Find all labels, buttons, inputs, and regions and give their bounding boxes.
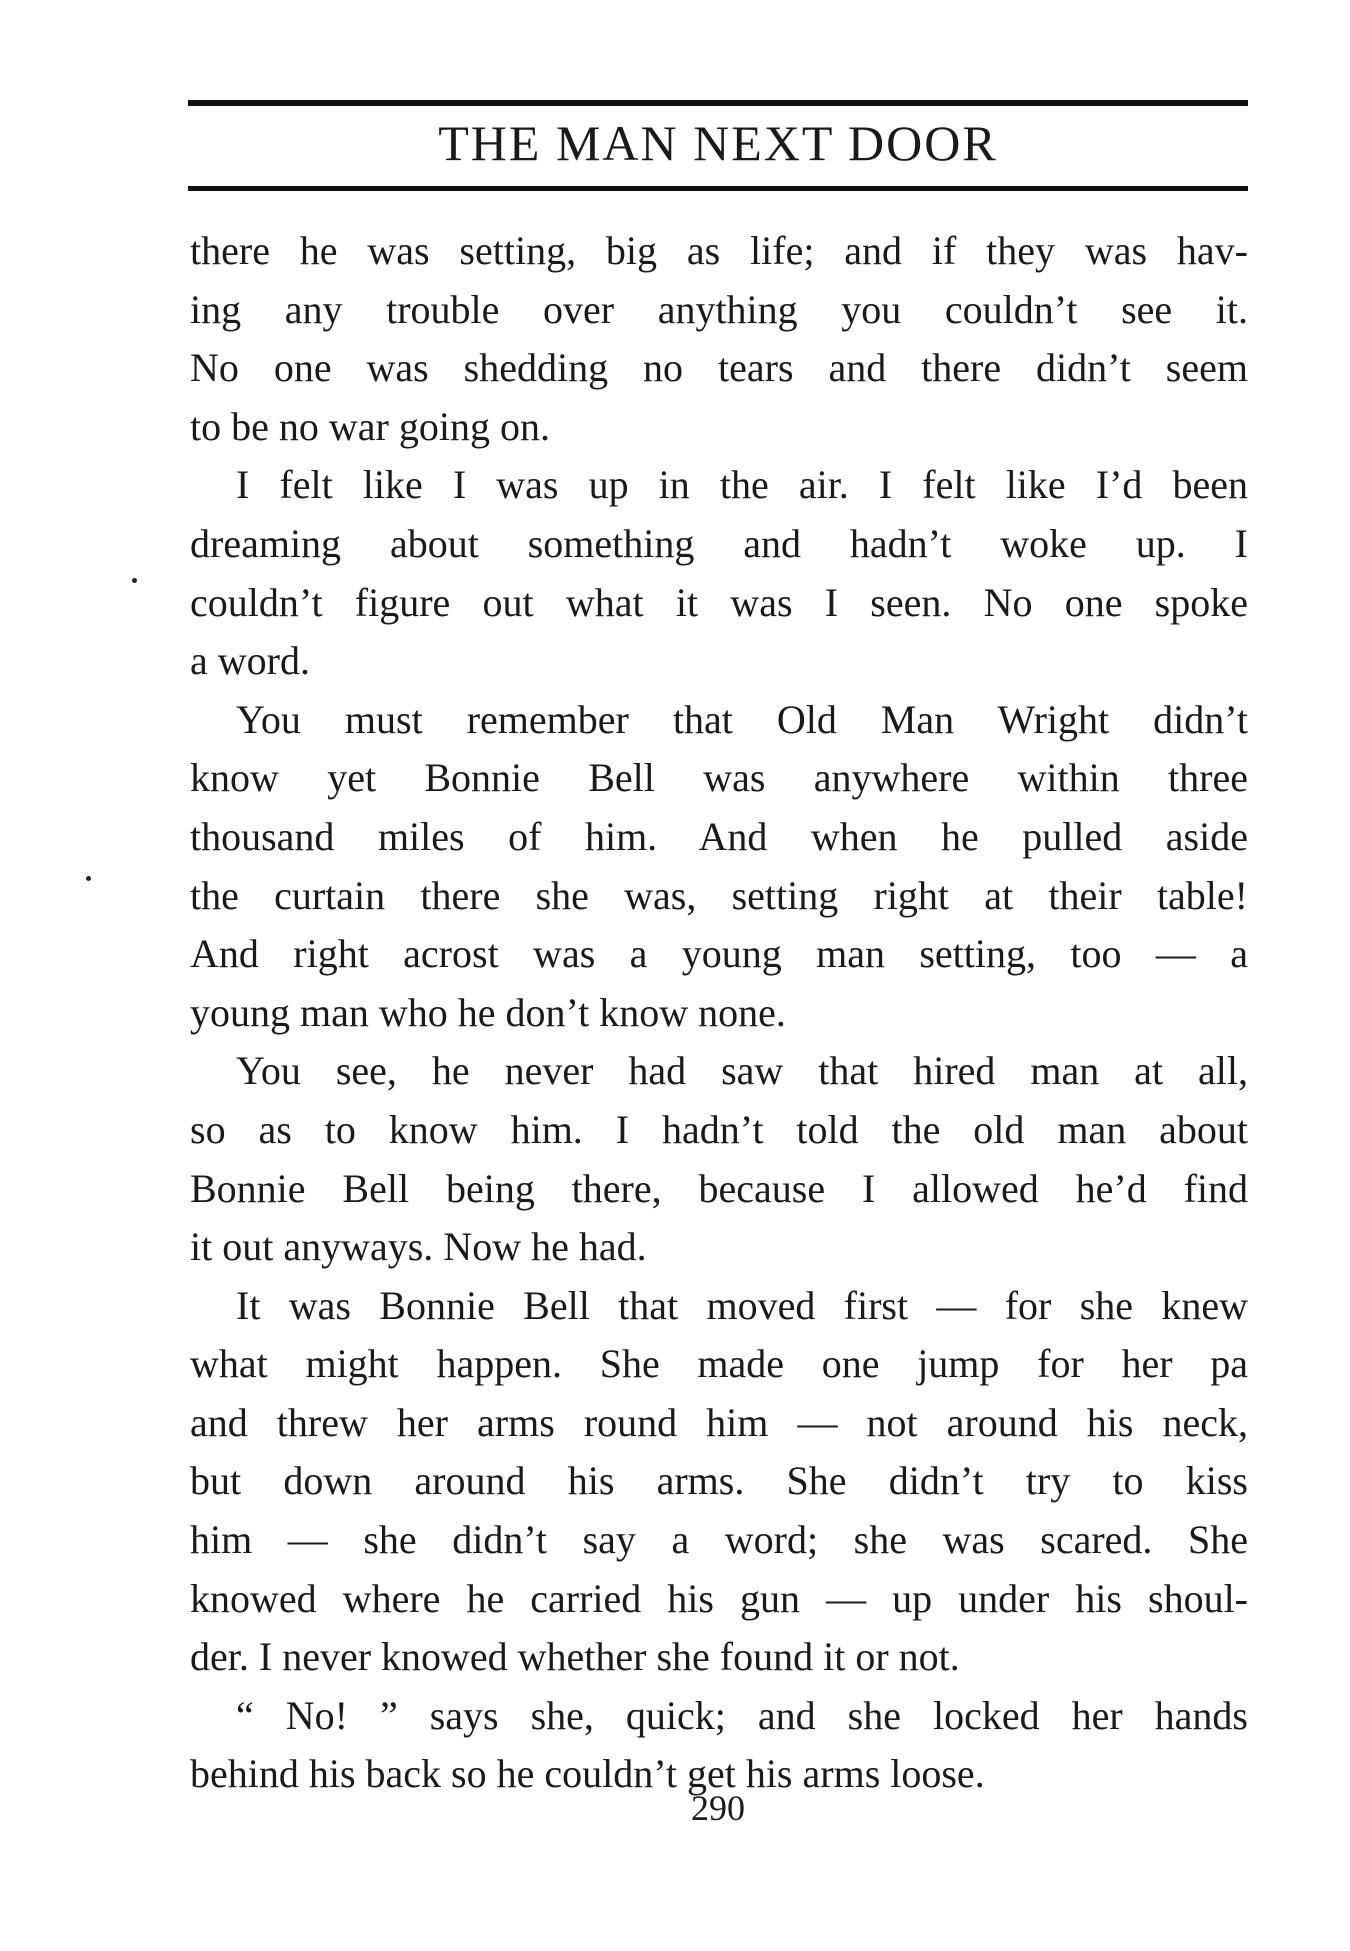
text-line: No one was shedding no tears and there didn’t seem [190, 345, 1248, 391]
text-line: You must remember that Old Man Wright didn’t [236, 696, 1248, 742]
paragraph [190, 691, 1248, 1043]
header-rule-bottom [188, 186, 1248, 191]
text-line: what might happen. She made one jump for her pa [190, 1341, 1248, 1387]
header-rule-top [188, 100, 1248, 106]
text-line: so as to know him. I hadn’t told the old man about [190, 1106, 1248, 1152]
paragraph [190, 1687, 1248, 1804]
paragraph [190, 1042, 1248, 1276]
text-line: And right acrost was a young man setting, too — a [190, 931, 1248, 977]
text-line: him — she didn’t say a word; she was scared. She [190, 1517, 1248, 1563]
text-line: young man who he don’t know none. [190, 989, 786, 1035]
paragraph [190, 456, 1248, 690]
text-line: thousand miles of him. And when he pulled aside [190, 813, 1248, 859]
text-line: der. I never knowed whether she found it or not. [190, 1634, 960, 1680]
paragraph [190, 1277, 1248, 1687]
paragraph [190, 222, 1248, 456]
text-line: “ No! ” says she, quick; and she locked her hands [236, 1692, 1248, 1738]
body-text [190, 222, 1248, 1804]
text-line: a word. [190, 638, 310, 684]
text-line: there he was setting, big as life; and if they was hav- [190, 228, 1248, 273]
text-line: It was Bonnie Bell that moved first — for she knew [236, 1282, 1248, 1328]
text-line: and threw her arms round him — not around his neck, [190, 1399, 1248, 1445]
text-line: to be no war going on. [190, 403, 550, 449]
print-speck [132, 578, 137, 583]
running-head: THE MAN NEXT DOOR [438, 115, 998, 171]
text-line: the curtain there she was, setting right at their table! [190, 872, 1248, 918]
page-number: 290 [691, 1788, 745, 1828]
text-line: behind his back so he couldn’t get his arms loose. [190, 1751, 985, 1797]
text-line: Bonnie Bell being there, because I allowed he’d find [190, 1165, 1248, 1211]
text-line: it out anyways. Now he had. [190, 1224, 647, 1270]
text-line: I felt like I was up in the air. I felt like I’d been [236, 462, 1248, 508]
text-line: couldn’t figure out what it was I seen. No one spoke [190, 579, 1248, 625]
print-speck [86, 876, 91, 881]
text-line: You see, he never had saw that hired man at all, [236, 1048, 1248, 1094]
text-line: ing any trouble over anything you couldn’t see it. [190, 286, 1248, 332]
text-line: but down around his arms. She didn’t try to kiss [190, 1458, 1248, 1504]
text-line: know yet Bonnie Bell was anywhere within three [190, 755, 1248, 801]
text-line: knowed where he carried his gun — up under his shoul- [190, 1575, 1248, 1621]
text-line: dreaming about something and hadn’t woke up. I [190, 520, 1248, 566]
